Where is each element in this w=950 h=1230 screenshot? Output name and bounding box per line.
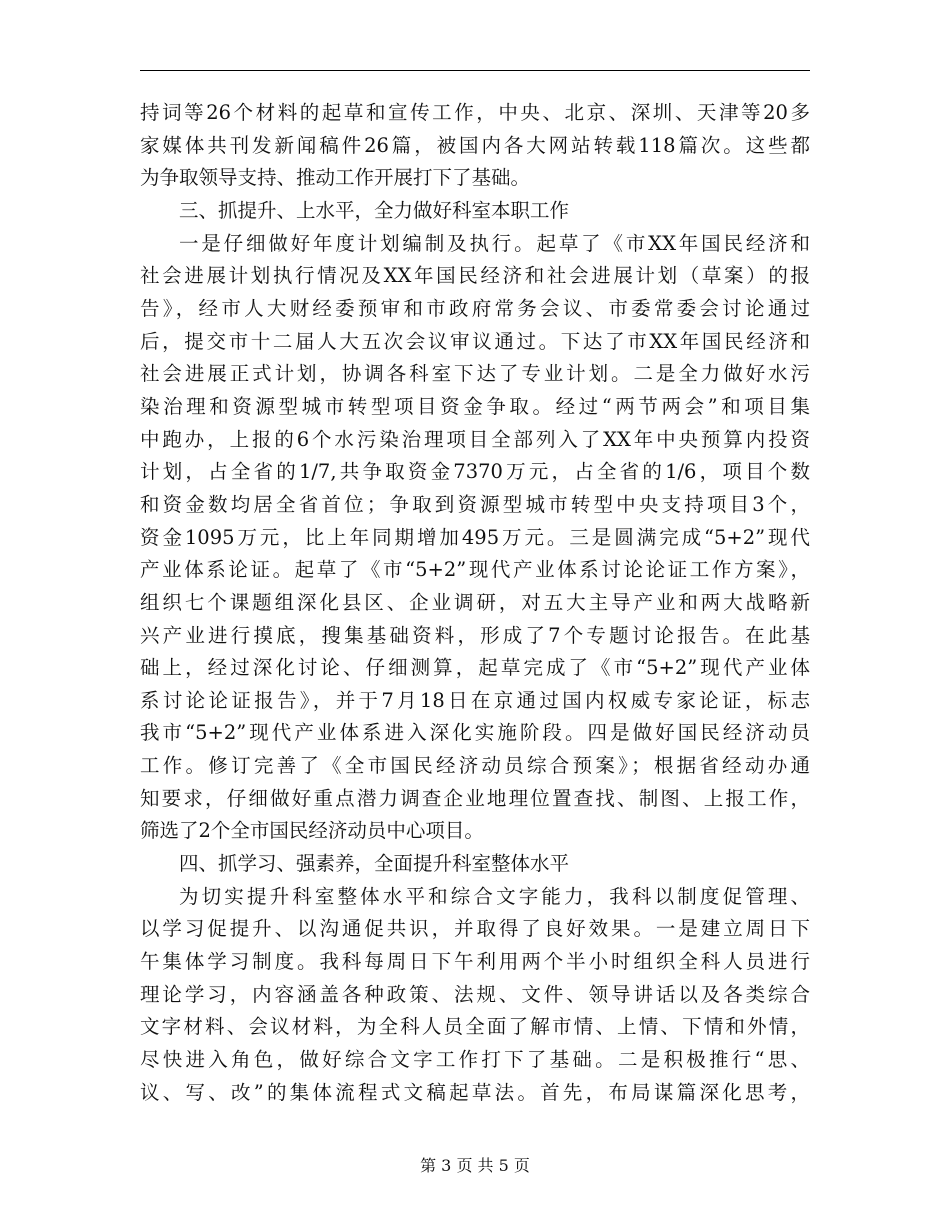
text-line: 组织七个课题组深化县区、企业调研，对五大主导产业和两大战略新 bbox=[140, 590, 810, 614]
text-line: 和资金数均居全省首位；争取到资源型城市转型中央支持项目3个， bbox=[140, 492, 810, 516]
text-line: 家媒体共刊发新闻稿件26篇，被国内各大网站转载118篇次。这些都 bbox=[140, 133, 810, 157]
text-line: 社会进展正式计划，协调各科室下达了专业计划。二是全力做好水污 bbox=[140, 362, 810, 386]
text-line: 理论学习，内容涵盖各种政策、法规、文件、领导讲话以及各类综合 bbox=[140, 982, 810, 1006]
text-line: 持词等26个材料的起草和宣传工作，中央、北京、深圳、天津等20多 bbox=[140, 101, 810, 124]
text-line: 中跑办，上报的6个水污染治理项目全部列入了XX年中央预算内投资 bbox=[140, 427, 810, 451]
text-line: 议、写、改”的集体流程式文稿起草法。首先，布局谋篇深化思考， bbox=[140, 1080, 810, 1104]
text-line: 午集体学习制度。我科每周日下午利用两个半小时组织全科人员进行 bbox=[140, 950, 810, 974]
text-line: 为争取领导支持、推动工作开展打下了基础。 bbox=[140, 166, 531, 190]
text-line: 础上，经过深化讨论、仔细测算，起草完成了《市“5+2”现代产业体 bbox=[140, 656, 810, 680]
text-line: 我市“5+2”现代产业体系进入深化实施阶段。四是做好国民经济动员 bbox=[140, 721, 810, 745]
text-line: 计划，占全省的1/7,共争取资金7370万元，占全省的1/6，项目个数 bbox=[140, 460, 810, 484]
text-line: 一是仔细做好年度计划编制及执行。起草了《市XX年国民经济和 bbox=[179, 231, 810, 255]
section-heading: 三、抓提升、上水平，全力做好科室本职工作 bbox=[179, 198, 570, 222]
text-line: 尽快进入角色，做好综合文字工作打下了基础。二是积极推行“思、 bbox=[140, 1048, 810, 1072]
header-rule bbox=[140, 70, 810, 71]
text-line: 以学习促提升、以沟通促共识，并取得了良好效果。一是建立周日下 bbox=[140, 917, 810, 941]
text-line: 告》，经市人大财经委预审和市政府常务会议、市委常委会讨论通过 bbox=[140, 296, 810, 320]
text-line: 产业体系论证。起草了《市“5+2”现代产业体系讨论论证工作方案》， bbox=[140, 558, 810, 582]
text-line: 资金1095万元，比上年同期增加495万元。三是圆满完成“5+2”现代 bbox=[140, 525, 810, 549]
text-line: 后，提交市十二届人大五次会议审议通过。下达了市XX年国民经济和 bbox=[140, 329, 810, 353]
text-line: 文字材料、会议材料，为全科人员全面了解市情、上情、下情和外情， bbox=[140, 1015, 810, 1039]
text-line: 社会进展计划执行情况及XX年国民经济和社会进展计划（草案）的报 bbox=[140, 264, 810, 288]
text-line: 为切实提升科室整体水平和综合文字能力，我科以制度促管理、 bbox=[179, 884, 810, 908]
text-line: 知要求，仔细做好重点潜力调查企业地理位置查找、制图、上报工作， bbox=[140, 786, 810, 810]
body-text bbox=[140, 97, 810, 1109]
text-line: 筛选了2个全市国民经济动员中心项目。 bbox=[140, 819, 484, 843]
text-line: 染治理和资源型城市转型项目资金争取。经过“两节两会”和项目集 bbox=[140, 394, 810, 418]
text-line: 兴产业进行摸底，搜集基础资料，形成了7个专题讨论报告。在此基 bbox=[140, 623, 810, 647]
page-number: 第 3 页 共 5 页 bbox=[420, 1156, 530, 1175]
text-line: 系讨论论证报告》，并于7月18日在京通过国内权威专家论证，标志 bbox=[140, 688, 810, 712]
section-heading: 四、抓学习、强素养，全面提升科室整体水平 bbox=[179, 852, 570, 876]
text-line: 工作。修订完善了《全市国民经济动员综合预案》；根据省经动办通 bbox=[140, 754, 810, 778]
